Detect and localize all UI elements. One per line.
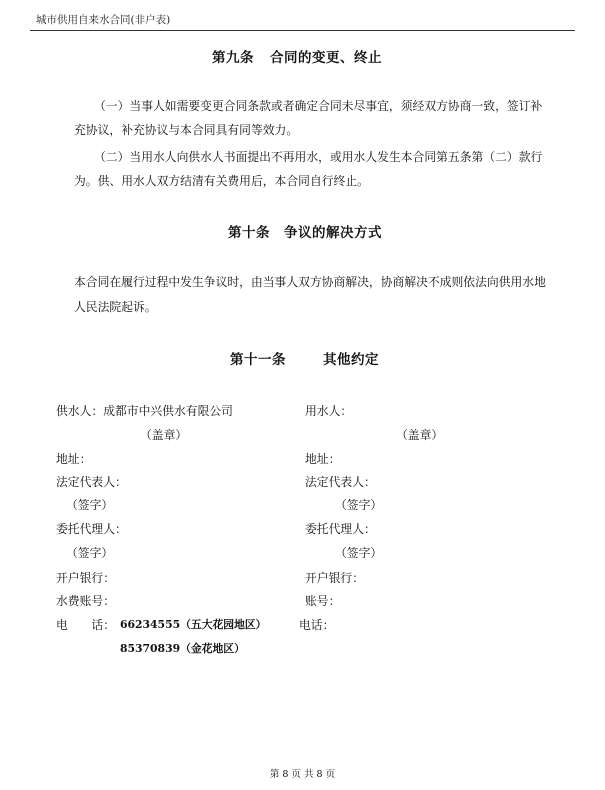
section-9-para-2-line-1: （二）当用水人向供水人书面提出不再用水，或用水人发生本合同第五条第（二）款行 — [94, 150, 543, 164]
user-legal-rep-sign: （签字） — [335, 498, 383, 512]
supplier-phone-1: 66234555（五大花园地区） — [120, 618, 267, 631]
section-9-number: 第九条 — [212, 50, 254, 66]
user-agent: 委托代理人： — [305, 522, 376, 536]
user-legal-rep: 法定代表人： — [305, 475, 376, 489]
user-name: 用水人： — [305, 404, 353, 418]
supplier-phone-label: 电 话： — [56, 618, 115, 632]
section-11-title: 其他约定 — [323, 352, 379, 368]
user-bank: 开户银行： — [305, 571, 364, 585]
section-9-title: 合同的变更、终止 — [270, 50, 382, 66]
section-9-para-2-line-2: 为。供、用水人双方结清有关费用后，本合同自行终止。 — [74, 174, 369, 188]
supplier-account: 水费账号： — [56, 594, 115, 608]
section-10-para-line-1: 本合同在履行过程中发生争议时，由当事人双方协商解决，协商解决不成则依法向供用水地 — [74, 275, 546, 289]
supplier-legal-rep: 法定代表人： — [56, 475, 127, 489]
supplier-agent: 委托代理人： — [56, 522, 127, 536]
supplier-name: 供水人：成都市中兴供水有限公司 — [56, 404, 233, 418]
user-phone-label: 电话： — [299, 618, 335, 632]
supplier-seal: （盖章） — [140, 428, 188, 442]
section-9-para-1-line-2: 充协议，补充协议与本合同具有同等效力。 — [74, 123, 299, 137]
section-10-number: 第十条 — [228, 225, 270, 241]
user-address: 地址： — [305, 452, 341, 466]
document-header: 城市供用自来水合同(非户表) — [36, 14, 171, 26]
supplier-bank: 开户银行： — [56, 571, 115, 585]
section-10-title: 争议的解决方式 — [284, 225, 382, 241]
page-footer: 第 8 页 共 8 页 — [269, 769, 336, 780]
supplier-phone-2: 85370839（金花地区） — [120, 642, 245, 655]
section-10-para-line-2: 人民法院起诉。 — [74, 300, 157, 314]
section-9-para-1-line-1: （一）当事人如需要变更合同条款或者确定合同未尽事宜，须经双方协商一致，签订补 — [94, 99, 543, 113]
user-seal: （盖章） — [396, 428, 444, 442]
supplier-address: 地址： — [56, 452, 92, 466]
section-11-number: 第十一条 — [230, 352, 286, 368]
user-agent-sign: （签字） — [335, 546, 383, 560]
supplier-legal-rep-sign: （签字） — [66, 498, 114, 512]
supplier-agent-sign: （签字） — [66, 546, 114, 560]
header-divider — [30, 30, 575, 31]
user-account: 账号： — [305, 594, 341, 608]
